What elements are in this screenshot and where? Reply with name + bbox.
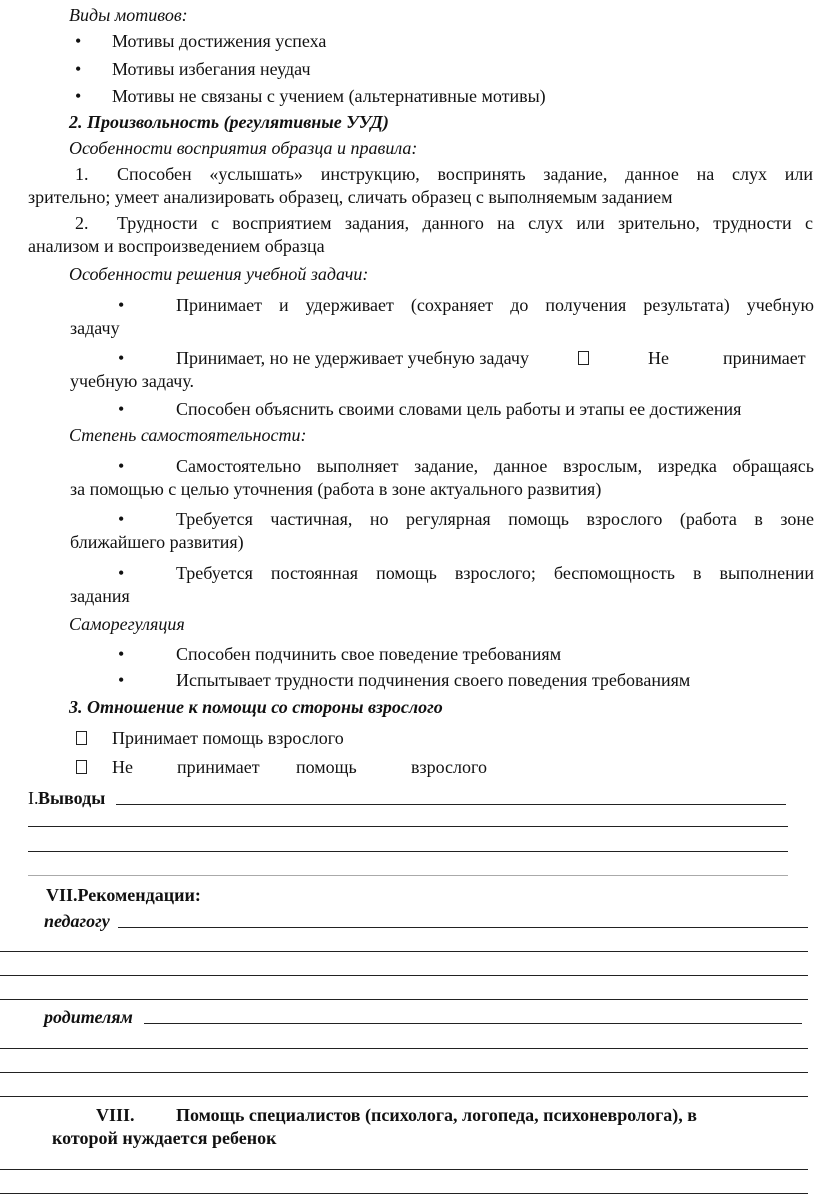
fill-line [0, 951, 808, 952]
motive-item: Мотивы не связаны с учением (альтернативные мотивы) [112, 86, 546, 106]
fill-line [0, 999, 808, 1000]
task-item-line: Принимает и удерживает (сохраняет до получения результата) учебную [176, 295, 814, 315]
independence-item-line: Самостоятельно выполняет задание, данное взрослым, изредка обращаясь [176, 456, 814, 476]
recommendations-title: VII.Рекомендации: [46, 885, 201, 905]
recommendations-parents: родителям [44, 1007, 133, 1027]
motives-heading: Виды мотивов: [69, 5, 188, 25]
independence-item-line: Требуется постоянная помощь взрослого; беспомощность в выполнении [176, 563, 814, 583]
task-item-text: Не [648, 348, 669, 368]
bullet: • [118, 509, 125, 529]
independence-item-line: Требуется частичная, но регулярная помощь взрослого (работа в зоне [176, 509, 814, 529]
motive-item: Мотивы достижения успеха [112, 31, 327, 51]
recommendations-teacher: педагогу [44, 911, 110, 931]
section8-title-line: которой нуждается ребенок [52, 1128, 277, 1148]
fill-line [28, 875, 788, 876]
bullet: • [118, 644, 125, 664]
fill-line [0, 1048, 808, 1049]
fill-line [28, 826, 788, 827]
fill-line [0, 1072, 808, 1073]
bullet: • [75, 86, 82, 106]
checkbox-icon [76, 756, 87, 778]
perception-item-line: анализом и воспроизведением образца [28, 236, 325, 256]
help-option-word: помощь [296, 757, 357, 777]
fill-line [0, 975, 808, 976]
conclusions-label: Выводы [38, 788, 106, 808]
bullet: • [75, 59, 82, 79]
task-item-text: Принимает, но не удерживает учебную задачу [176, 348, 529, 368]
task-item-line: учебную задачу. [70, 371, 195, 391]
checkbox-icon [76, 727, 87, 749]
list-number: 2. [75, 213, 89, 233]
selfreg-item: Способен подчинить свое поведение требованиям [176, 644, 562, 664]
independence-item-line: задания [70, 586, 130, 606]
bullet: • [118, 348, 125, 368]
bullet: • [75, 31, 82, 51]
section8-title-line: Помощь специалистов (психолога, логопеда, психоневролога), в [176, 1105, 697, 1125]
independence-heading: Степень самостоятельности: [69, 425, 307, 445]
motive-item: Мотивы избегания неудач [112, 59, 311, 79]
selfreg-heading: Саморегуляция [69, 614, 185, 634]
fill-line [116, 804, 786, 805]
selfreg-item: Испытывает трудности подчинения своего поведения требованиям [176, 670, 691, 690]
fill-line [118, 927, 808, 928]
task-item-line: задачу [70, 318, 120, 338]
task-item-text: Способен объяснить своими словами цель работы и этапы ее достижения [176, 399, 742, 419]
independence-item-line: ближайшего развития) [70, 532, 244, 552]
bullet: • [118, 563, 125, 583]
help-option-word: принимает [177, 757, 260, 777]
fill-line [0, 1096, 808, 1097]
independence-item-line: за помощью с целью уточнения (работа в зоне актуального развития) [70, 479, 602, 499]
fill-line [0, 1169, 808, 1170]
task-item-text: принимает [723, 348, 806, 368]
perception-item-line: Способен «услышать» инструкцию, воспринять задание, данное на слух или [117, 164, 813, 184]
bullet: • [118, 670, 125, 690]
section2-title: 2. Произвольность (регулятивные УУД) [69, 112, 389, 132]
perception-item-line: Трудности с восприятием задания, данного на слух или зрительно, трудности с [117, 213, 813, 233]
bullet: • [118, 399, 125, 419]
help-option: Принимает помощь взрослого [112, 728, 344, 748]
task-heading: Особенности решения учебной задачи: [69, 264, 369, 284]
help-option-word: Не [112, 757, 133, 777]
bullet: • [118, 295, 125, 315]
checkbox-icon [578, 347, 589, 369]
bullet: • [118, 456, 125, 476]
perception-item-line: зрительно; умеет анализировать образец, сличать образец с выполняемым заданием [28, 187, 673, 207]
perception-heading: Особенности восприятия образца и правила: [69, 138, 418, 158]
conclusions-prefix: I. [28, 788, 39, 808]
section8-number: VIII. [96, 1105, 135, 1125]
fill-line [0, 1193, 808, 1194]
section3-title: 3. Отношение к помощи со стороны взрослого [69, 697, 443, 717]
fill-line [28, 851, 788, 852]
list-number: 1. [75, 164, 89, 184]
fill-line [144, 1023, 802, 1024]
help-option-word: взрослого [411, 757, 487, 777]
